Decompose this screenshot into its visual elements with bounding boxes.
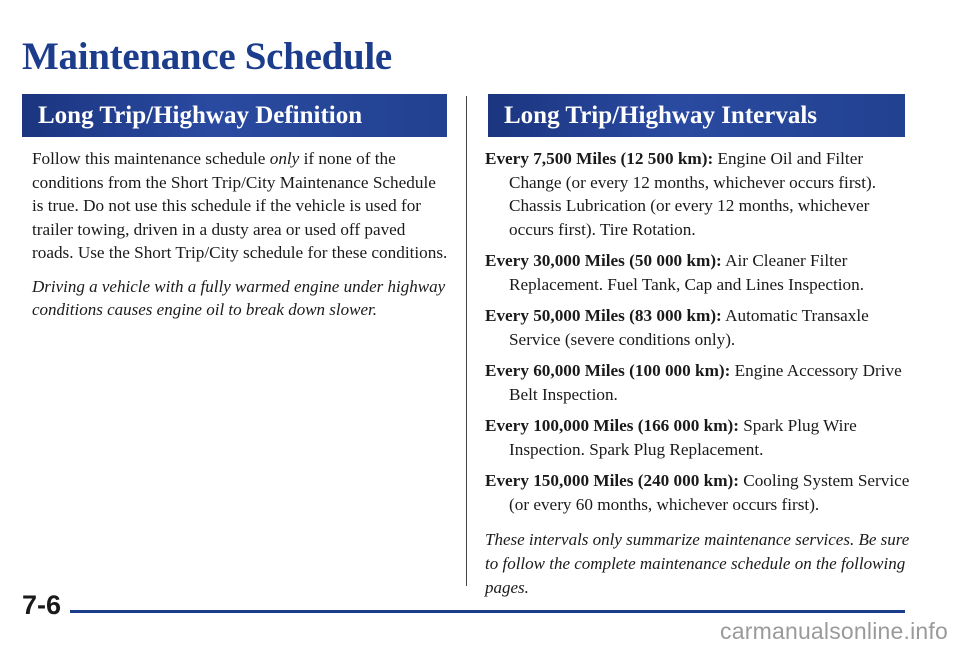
summary-note: These intervals only summarize maintenance services. Be sure to follow the complete maintenance schedule on the following pages. (485, 530, 910, 597)
interval-item (485, 414, 915, 461)
footer-rule (70, 610, 905, 613)
interval-text: Engine Accessory Drive Belt Inspection. (509, 361, 902, 404)
definition-text-end: if none of the conditions from the Short Trip/City Maintenance Schedule is true. Do not use this schedule if the vehicle is used for trailer towing, driven in a dusty area or used off paved roads. Use the Short Trip/City schedule for these conditions. (32, 149, 448, 262)
page-title: Maintenance Schedule (22, 35, 392, 78)
interval-label: Every 150,000 Miles (240 000 km): (485, 471, 739, 490)
interval-label: Every 30,000 Miles (50 000 km): (485, 251, 722, 270)
interval-label: Every 60,000 Miles (100 000 km): (485, 361, 731, 380)
interval-label: Every 50,000 Miles (83 000 km): (485, 306, 722, 325)
column-divider (466, 96, 467, 586)
interval-label: Every 7,500 Miles (12 500 km): (485, 149, 714, 168)
interval-text: Automatic Transaxle Service (severe conditions only). (509, 306, 869, 349)
right-column (485, 147, 915, 600)
definition-emphasis: only (269, 149, 300, 168)
interval-label: Every 100,000 Miles (166 000 km): (485, 416, 739, 435)
section-heading-definition: Long Trip/Highway Definition (22, 94, 447, 137)
page-number: 7-6 (22, 590, 62, 620)
interval-item (485, 249, 915, 296)
left-column (32, 147, 448, 322)
interval-item (485, 147, 915, 241)
engine-oil-note: Driving a vehicle with a fully warmed engine under highway conditions causes engine oil to break down slower. (32, 276, 446, 319)
definition-paragraph (32, 147, 448, 265)
interval-item (485, 469, 915, 516)
section-heading-intervals: Long Trip/Highway Intervals (488, 94, 905, 137)
definition-text-start: Follow this maintenance schedule (32, 149, 270, 168)
interval-item (485, 304, 915, 351)
interval-item (485, 359, 915, 406)
interval-text: Air Cleaner Filter Replacement. Fuel Tank, Cap and Lines Inspection. (509, 251, 865, 294)
interval-text: Cooling System Service (or every 60 months, whichever occurs first). (509, 471, 910, 514)
watermark: carmanualsonline.info (720, 618, 948, 644)
interval-text: Spark Plug Wire Inspection. Spark Plug Replacement. (509, 416, 857, 459)
interval-text: Engine Oil and Filter Change (or every 12 months, whichever occurs first). Chassis Lubrication (or every 12 months, whichever occurs first). Tire Rotation. (509, 149, 877, 239)
